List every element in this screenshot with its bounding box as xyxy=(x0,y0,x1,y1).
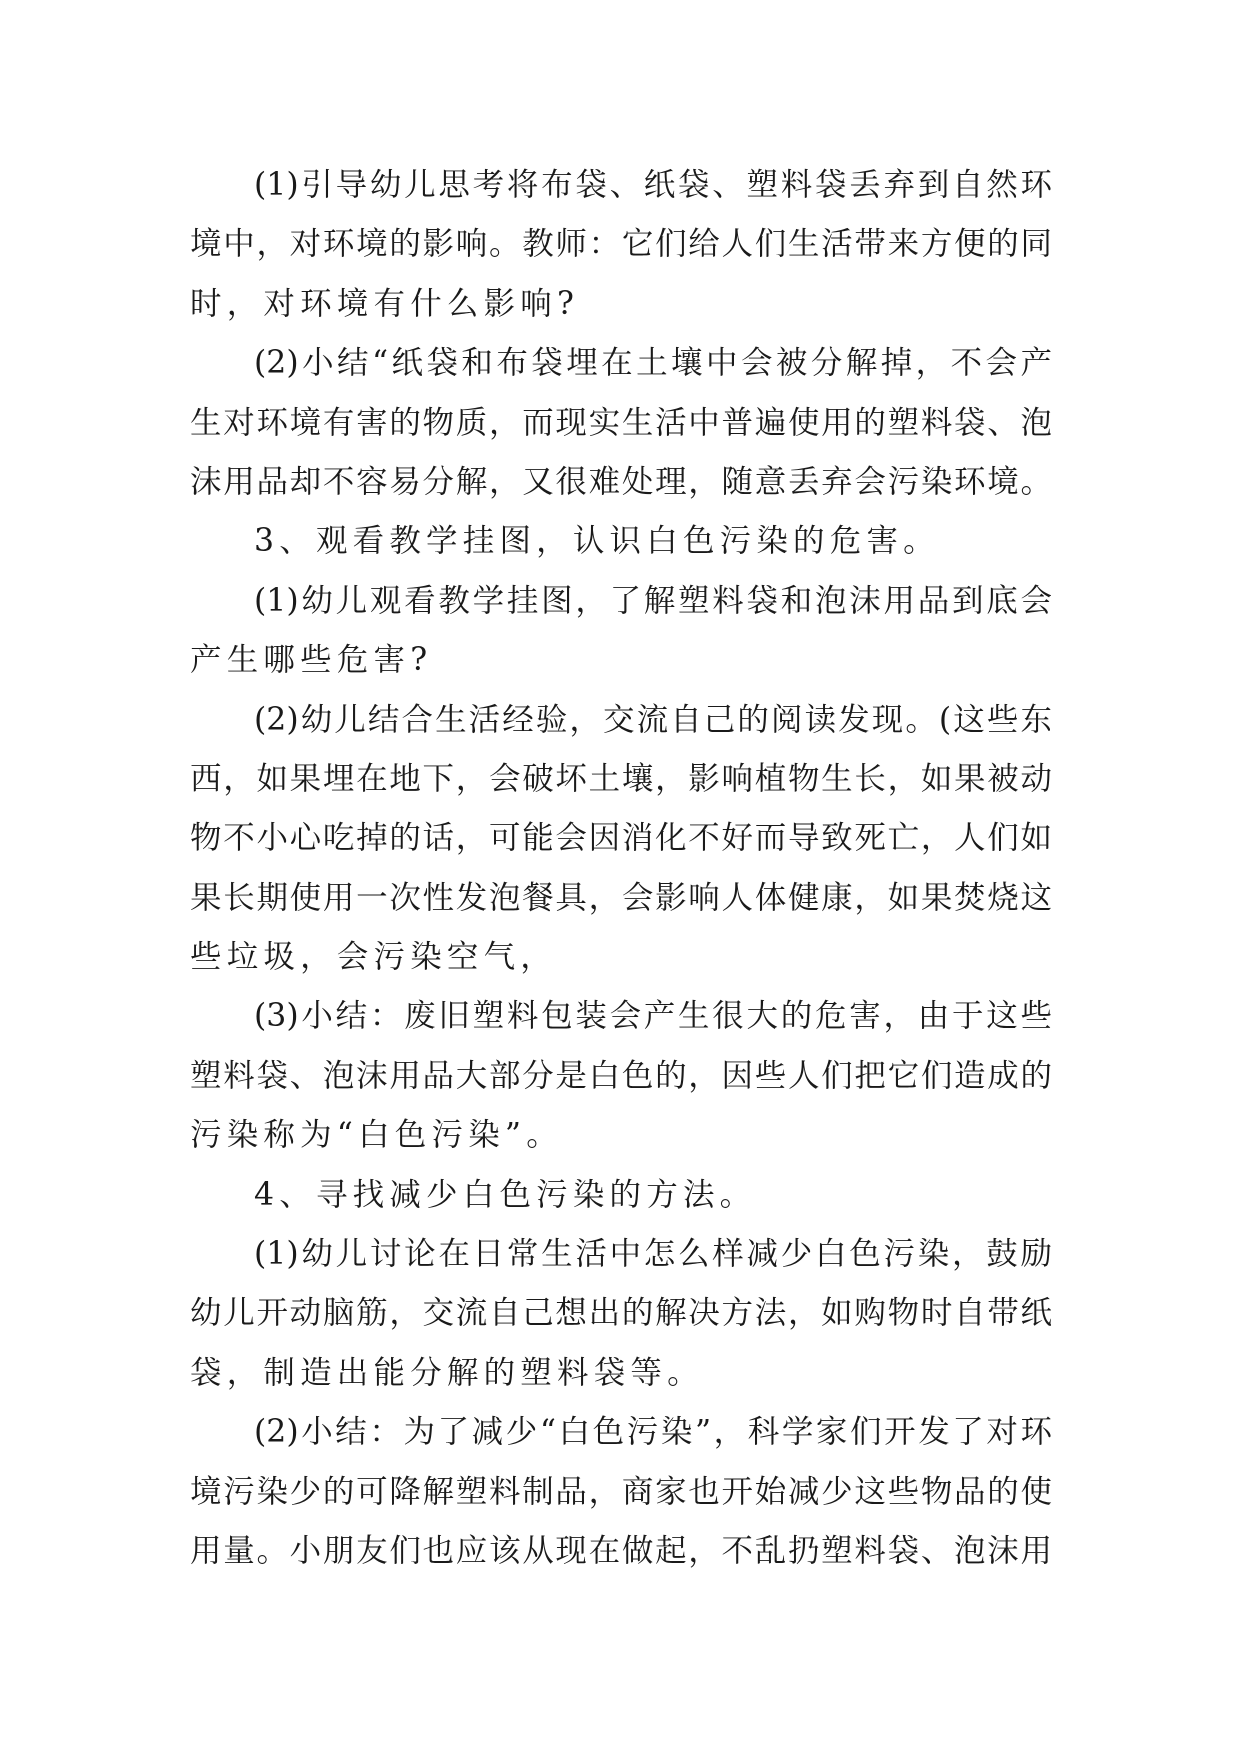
text-line: 些垃圾，会污染空气， xyxy=(190,939,558,976)
text-line: 果长期使用一次性发泡餐具，会影响人体健康，如果焚烧这 xyxy=(190,879,1052,916)
text-line: 沫用品却不容易分解，又很难处理，随意丢弃会污染环境。 xyxy=(190,463,1052,500)
text-line: 3、观看教学挂图，认识白色污染的危害。 xyxy=(254,523,940,560)
text-line: 西，如果埋在地下，会破坏土壤，影响植物生长，如果被动 xyxy=(190,760,1052,797)
text-line: 产生哪些危害? xyxy=(190,642,433,679)
text-line: 生对环境有害的物质，而现实生活中普遍使用的塑料袋、泡 xyxy=(190,404,1052,441)
text-line: (1)引导幼儿思考将布袋、纸袋、塑料袋丢弃到自然环 xyxy=(254,167,1052,203)
text-line: (2)小结：为了减少“白色污染”，科学家们开发了对环 xyxy=(254,1414,1052,1451)
text-line: 境污染少的可降解塑料制品，商家也开始减少这些物品的使 xyxy=(190,1473,1052,1510)
text-line: 4、寻找减少白色污染的方法。 xyxy=(254,1176,757,1213)
text-line: (1)幼儿观看教学挂图，了解塑料袋和泡沫用品到底会 xyxy=(254,582,1052,619)
text-line: (2)小结“纸袋和布袋埋在土壤中会被分解掉，不会产 xyxy=(254,345,1052,382)
text-line: 塑料袋、泡沫用品大部分是白色的，因些人们把它们造成的 xyxy=(190,1057,1052,1094)
text-line: 物不小心吃掉的话，可能会因消化不好而导致死亡，人们如 xyxy=(190,820,1052,857)
document-body xyxy=(190,156,1052,1581)
text-line: (1)幼儿讨论在日常生活中怎么样减少白色污染，鼓励 xyxy=(254,1236,1052,1273)
text-line: (2)幼儿结合生活经验，交流自己的阅读发现。(这些东 xyxy=(254,701,1052,738)
text-line: 时，对环境有什么影响? xyxy=(190,285,580,322)
text-line: 污染称为“白色污染”。 xyxy=(190,1117,563,1154)
text-line: 境中，对环境的影响。教师：它们给人们生活带来方便的同 xyxy=(190,226,1052,263)
text-line: (3)小结：废旧塑料包装会产生很大的危害，由于这些 xyxy=(254,998,1052,1035)
text-line: 幼儿开动脑筋，交流自己想出的解决方法，如购物时自带纸 xyxy=(190,1295,1052,1332)
text-line: 袋，制造出能分解的塑料袋等。 xyxy=(190,1354,704,1391)
text-line: 用量。小朋友们也应该从现在做起，不乱扔塑料袋、泡沫用 xyxy=(190,1532,1052,1569)
